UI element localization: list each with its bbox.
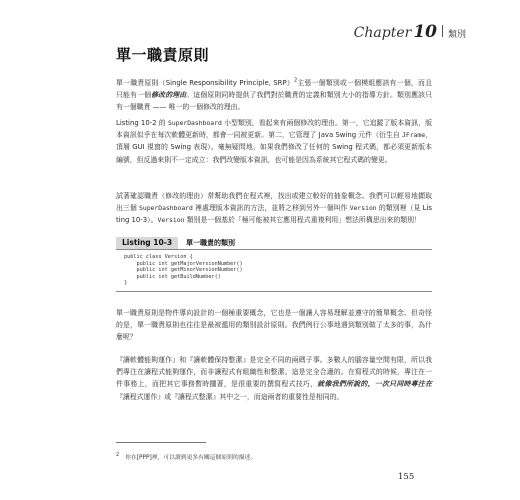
listing-caption: 單一職責的類別 bbox=[186, 239, 236, 247]
paragraph-text: 『讓軟體能夠運作』和『讓軟體保持整潔』是完全不同的兩碼子事。多數人的腦容量空間有限，所以我們專注在讓程式能夠運作，而非讓程式有組織性和整潔。這是完全合適的。在寫程式的時候，專注在一件事務上，而把其它事務暫時擱著，是很重要的撰寫程式技巧， bbox=[116, 355, 432, 389]
page-number: 155 bbox=[398, 472, 415, 482]
listing-code: public class Version { public int getMajorVersionNumber() public int getMinorVersionNumber() public int getBuildNumber() } bbox=[124, 254, 243, 287]
inline-code: Version bbox=[157, 216, 185, 225]
code-listing bbox=[116, 237, 432, 292]
emphasis-text: 就像我們所說的，一次只同時專注在 bbox=[317, 380, 432, 389]
paragraph-text: 小型類別，看起來有兩個修改的理由。第一，它追蹤了版本資訊，版本資訊似乎在每次軟體更新時，都會一同被更新。第二，它管理了 Java Swing 元件（衍生自 bbox=[116, 118, 432, 140]
footnote-divider bbox=[116, 442, 206, 443]
paragraph-text: 。這個原則同時提供了我們對於職責的定義和類別大小的指導方針。類別應該只有一個職責 —— 唯一的一個修改的理由。 bbox=[116, 91, 433, 112]
inline-code: Version bbox=[349, 204, 377, 213]
paragraph-version-class bbox=[116, 190, 432, 227]
chapter-title: 類別 bbox=[447, 30, 466, 40]
inline-code: JFrame bbox=[402, 131, 426, 140]
emphasis-text: 修改的理由 bbox=[151, 91, 187, 100]
chapter-number: 10 bbox=[413, 22, 437, 42]
paragraph-text: 單一職責原則是物件導向設計的一個極重要概念，它也是一個讓人容易理解並遵守的簡單概念。但奇怪的是，單一職責原則也往往是最被濫用的類別設計原則。我們例行公事地遇到類別做了太多的事，為什麼呢？ bbox=[116, 308, 432, 342]
footnote-mark: 2 bbox=[116, 452, 120, 459]
footnote bbox=[116, 452, 416, 461]
footnote-ref: 2 bbox=[293, 77, 298, 84]
chapter-word: Chapter bbox=[353, 25, 412, 41]
inline-code: SuperDashboard bbox=[139, 204, 193, 213]
footnote-text: 你在[PPP]裡，可以讀到更多有關這個原則的描述。 bbox=[125, 455, 257, 461]
paragraph-text: 單一職責原則（Single Responsibility Principle, SRP） bbox=[116, 78, 294, 87]
listing-header bbox=[116, 237, 432, 250]
paragraph-srp-definition bbox=[116, 77, 432, 114]
paragraph-text: 主張一個類別或一個模組應該有一個，而且只能有一個 bbox=[116, 78, 433, 100]
paragraph-text: 類別是一個基於「極可能被其它應用程式重複利用」想法所構思出來的類別！ bbox=[184, 216, 421, 225]
listing-label: Listing 10-3 bbox=[116, 237, 178, 249]
paragraph-text: 的類別裡（見 Listing 10-3）。 bbox=[116, 204, 432, 225]
paragraph-text: 『讓程式運作』或『讓程式整潔』其中之一，而這兩者的重要性是相同的。 bbox=[116, 392, 344, 401]
inline-code: SuperDashboard bbox=[167, 118, 222, 127]
paragraph-srp-importance bbox=[116, 307, 432, 344]
paragraph-text: Listing 10-2 的 bbox=[116, 118, 168, 127]
chapter-divider bbox=[442, 25, 443, 37]
paragraph-text: 試著確認職責（修改的理由）常幫助我們在程式裡，找出或建立較好的抽象概念。我們可以輕易地擷取出三個 bbox=[116, 191, 432, 213]
section-title: 單一職責原則 bbox=[116, 46, 210, 64]
listing-bottom-rule bbox=[116, 291, 432, 292]
paragraph-superdashboard bbox=[116, 117, 432, 166]
paragraph-text: 裡處理版本資訊的方法，並將之移到另外一個叫作 bbox=[192, 204, 350, 213]
paragraph-text: ，頂層 GUI 視窗的 Swing 表現）。毫無疑問地，如果我們修改了任何的 Swing 程式碼，都必須更新版本編號，但反過來則不一定成立：我們改變版本資訊，也可能是因為系統其它程式碼的變更。 bbox=[116, 131, 433, 164]
paragraph-working-vs-clean bbox=[116, 354, 432, 403]
chapter-header bbox=[354, 22, 466, 42]
